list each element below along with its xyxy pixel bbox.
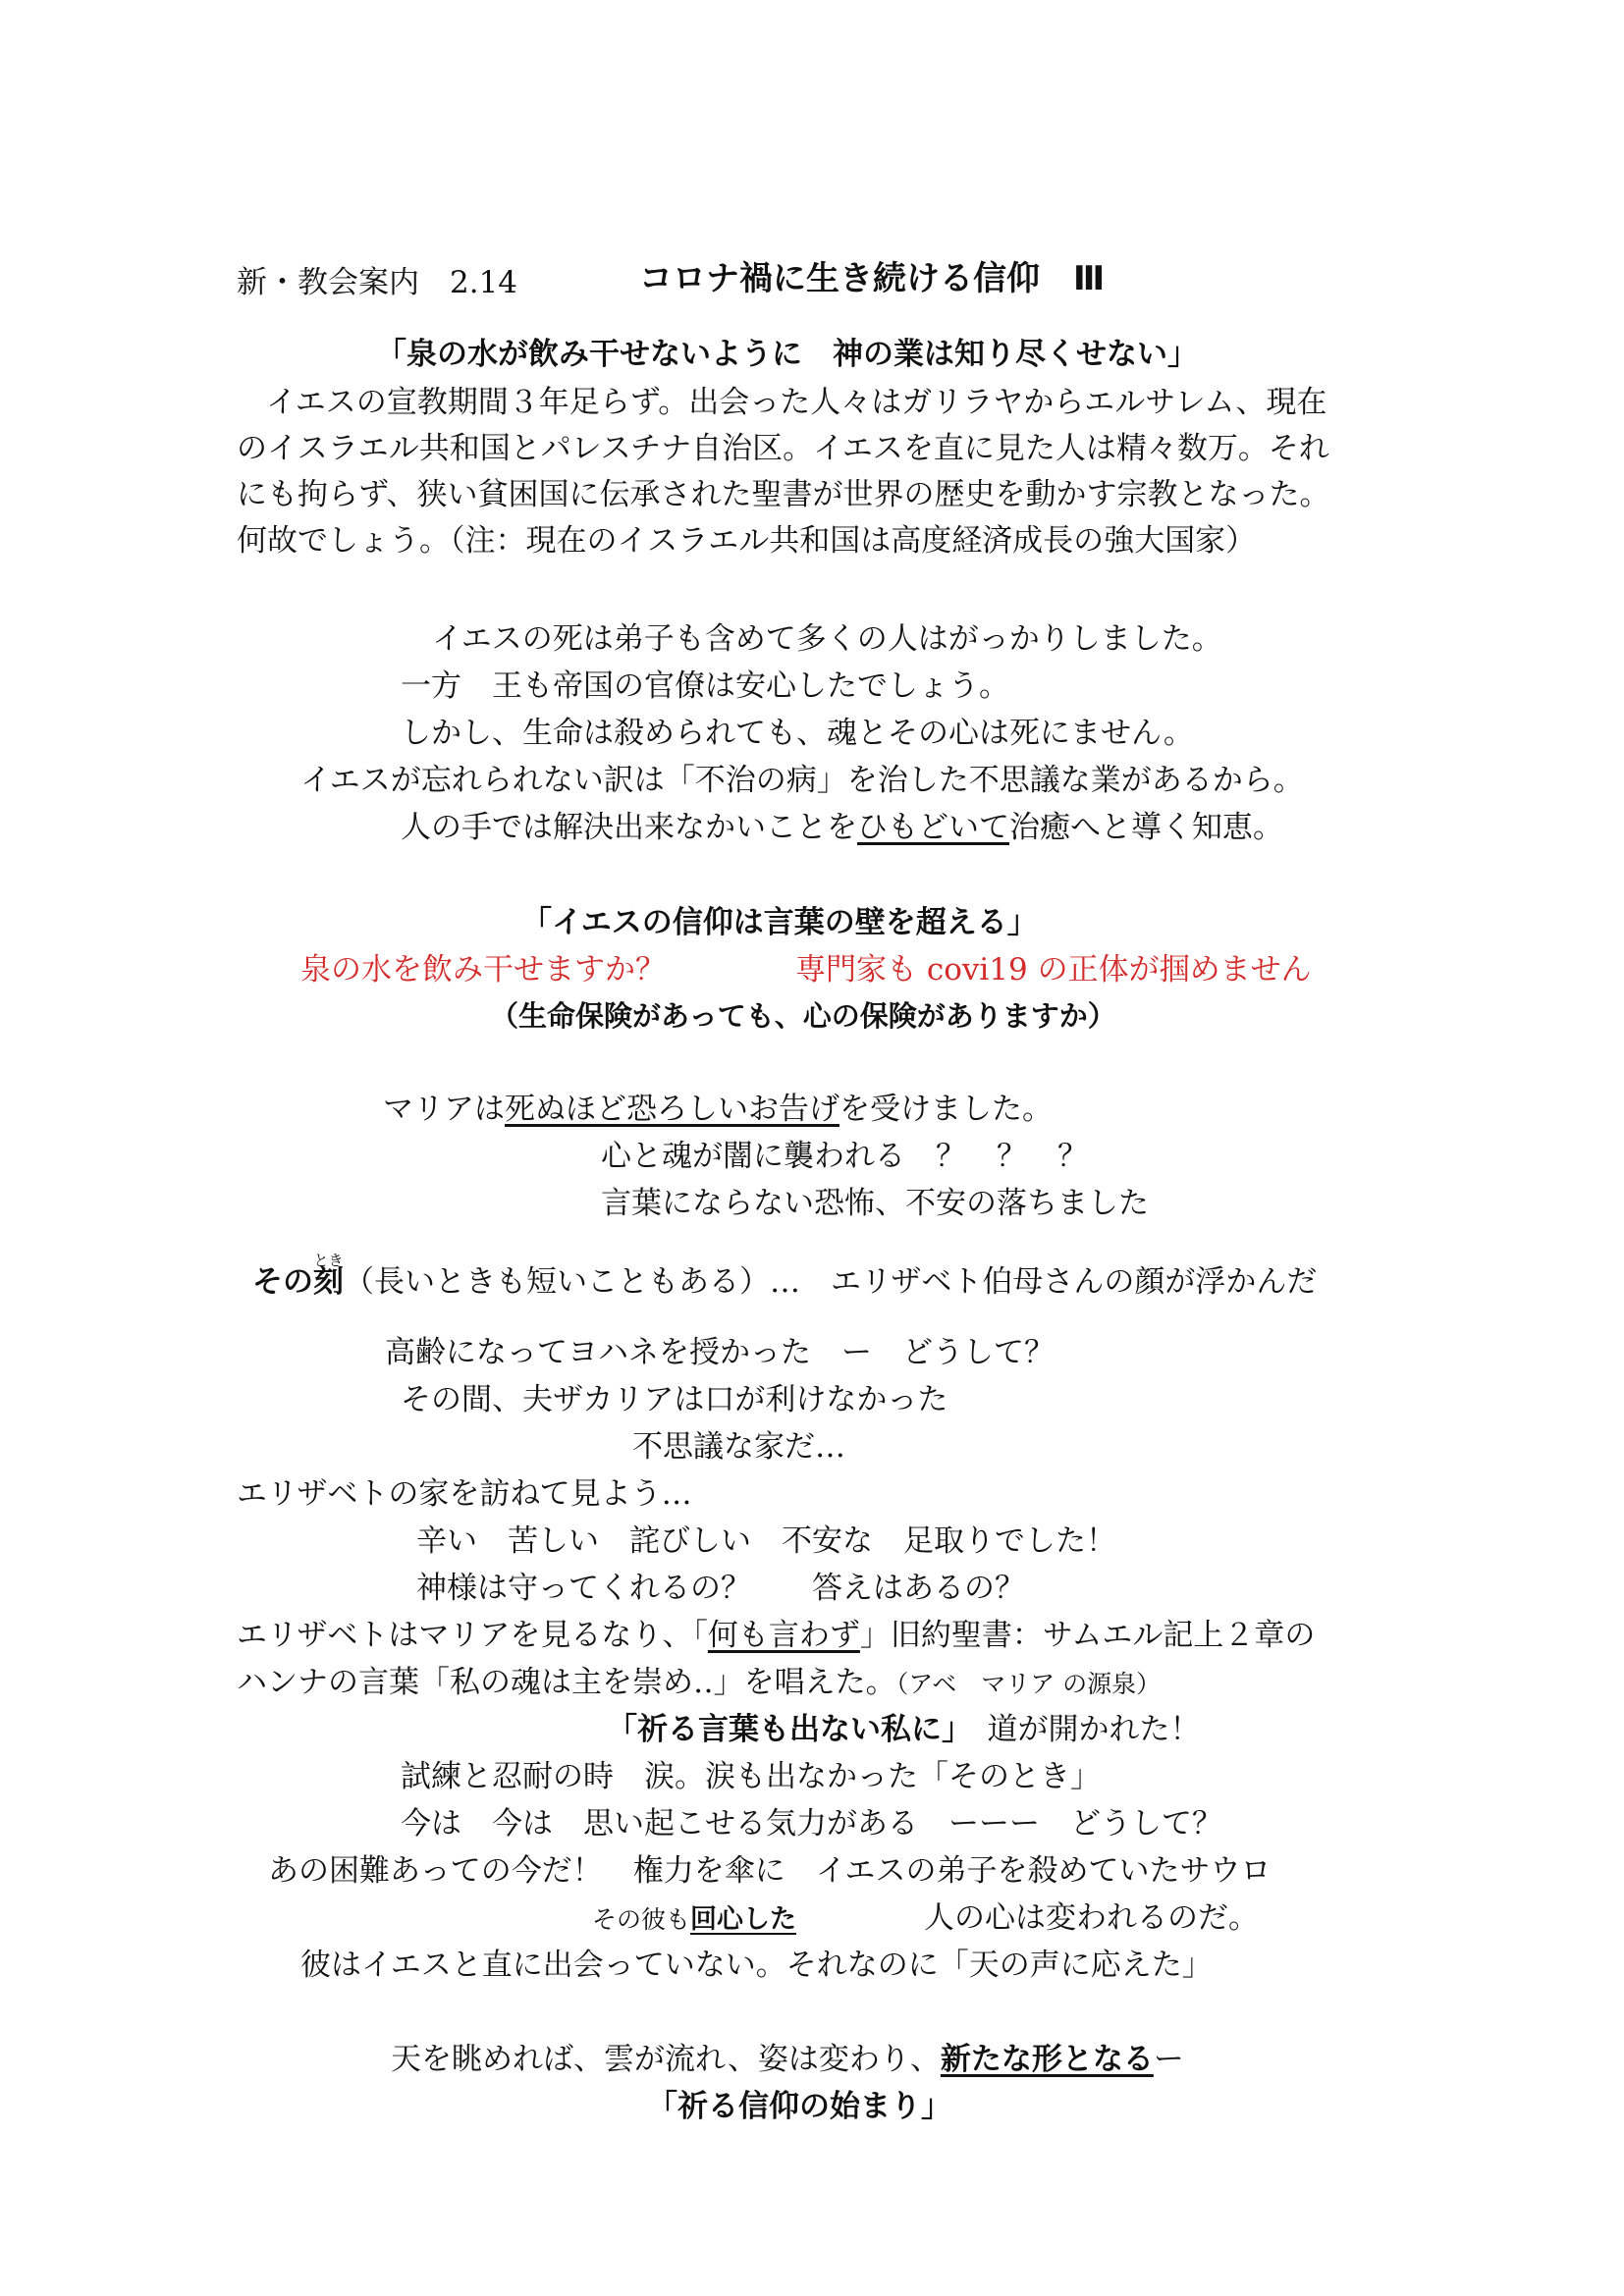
red-statement: 専門家も covi19 の正体が掴めません	[795, 952, 1312, 988]
underlined-bold: 新たな形となる	[940, 2042, 1154, 2077]
small-text: その彼も	[592, 1905, 691, 1934]
prayer-heading	[607, 1710, 1201, 1749]
story-line: 不思議な家だ…	[632, 1429, 845, 1465]
text: 道が開かれた！	[956, 1712, 1201, 1747]
story-line: エリザベトの家を訪ねて見よう…	[237, 1476, 692, 1512]
story-line	[383, 1090, 1053, 1129]
story-line: その間、夫ザカリアは口が利けなかった	[401, 1382, 948, 1417]
story-line: 言葉にならない恐怖、不安の落ちました	[601, 1186, 1149, 1221]
story-line: 神様は守ってくれるの？ 答えはあるの？	[416, 1571, 1025, 1606]
para-line: 何故でしょう。（注：現在のイスラエル共和国は高度経済成長の強大国家）	[237, 523, 1257, 559]
poem-line: イエスの死は弟子も含めて多くの人はがっかりしました。	[432, 621, 1222, 657]
text: ハンナの言葉「私の魂は主を崇め‥」を唱えた。	[237, 1665, 896, 1700]
ruby-text: とき	[313, 1252, 344, 1269]
poem-line: 一方 王も帝国の官僚は安心したでしょう。	[401, 668, 1009, 704]
small-note: （アベ マリア の源泉）	[895, 1670, 1162, 1698]
text: エリザベトはマリアを見るなり、「	[237, 1618, 708, 1653]
section-heading-1: 「泉の水が飲み干せないように 神の業は知り尽くせない」	[376, 337, 1198, 372]
story-line	[237, 1663, 1161, 1704]
sub-heading: （生命保険があっても、心の保険がありますか）	[490, 999, 1116, 1033]
red-question: 泉の水を飲み干せますか？	[300, 952, 666, 988]
kanji: 刻	[313, 1264, 344, 1300]
para-line: イエスの宣教期間３年足らず。出会った人々はガリラヤからエルサレム、現在	[266, 385, 1327, 420]
story-line: 試練と忍耐の時 涙。涙も出なかった「そのとき」	[401, 1759, 1101, 1794]
text: （長いときも短いこともある）… エリザベト伯母さんの顔が浮かんだ	[344, 1264, 1318, 1300]
underlined-text: ひもどいて	[857, 810, 1009, 845]
ruby-kanji	[313, 1252, 344, 1302]
poem-line: イエスが忘れられない訳は「不治の病」を治した不思議な業があるから。	[300, 763, 1304, 798]
para-line: のイスラエル共和国とパレスチナ自治区。イエスを直に見た人は精々数万。それ	[237, 431, 1329, 466]
text: 治癒へと導く知恵。	[1009, 810, 1283, 845]
closing-heading: 「祈る信仰の始まり」	[647, 2089, 951, 2124]
story-line: 人の心は変われるのだ。	[924, 1900, 1259, 1936]
page-title: コロナ禍に生き続ける信仰 Ⅲ	[639, 259, 1106, 298]
doc-label: 新・教会案内 2.14	[237, 265, 518, 300]
story-line	[592, 1898, 796, 1940]
bold-text: 「祈る言葉も出ない私に」	[607, 1712, 957, 1747]
text: マリアは	[383, 1092, 505, 1127]
text: を受けました。	[839, 1092, 1053, 1127]
story-line: 高齢になってヨハネを授かった ー どうして？	[385, 1335, 1055, 1370]
underlined-bold: 回心した	[690, 1904, 797, 1935]
underlined-text: 死ぬほど恐ろしいお告げ	[505, 1092, 839, 1127]
section-heading-2: 「イエスの信仰は言葉の壁を超える」	[521, 905, 1038, 940]
story-line: 彼はイエスと直に出会っていない。それなのに「天の声に応えた」	[300, 1948, 1213, 1983]
story-line: 今は 今は 思い起こせる気力がある ーーー どうして？	[401, 1806, 1222, 1842]
para-line: にも拘らず、狭い貧困国に伝承された聖書が世界の歴史を動かす宗教となった。	[237, 477, 1330, 512]
text: 」旧約聖書：サムエル記上２章の	[859, 1618, 1316, 1653]
story-line: あの困難あっての今だ！ 権力を傘に イエスの弟子を殺めていたサウロ	[268, 1853, 1272, 1889]
text: その	[252, 1264, 313, 1300]
story-line: 心と魂が闇に襲われる ？ ？ ？	[601, 1139, 1088, 1174]
text: 天を眺めれば、雲が流れ、姿は変わり、	[391, 2042, 941, 2077]
text: ー	[1153, 2042, 1184, 2077]
poem-line	[401, 808, 1283, 847]
story-line	[237, 1616, 1315, 1655]
story-line: 辛い 苦しい 詫びしい 不安な 足取りでした！	[416, 1523, 1116, 1559]
closing-line	[391, 2040, 1184, 2079]
poem-line: しかし、生命は殺められても、魂とその心は死にません。	[401, 716, 1194, 751]
moment-line	[252, 1252, 1318, 1302]
text: 人の手では解決出来なかいことを	[401, 810, 857, 845]
underlined-text: 何も言わず	[707, 1618, 860, 1653]
